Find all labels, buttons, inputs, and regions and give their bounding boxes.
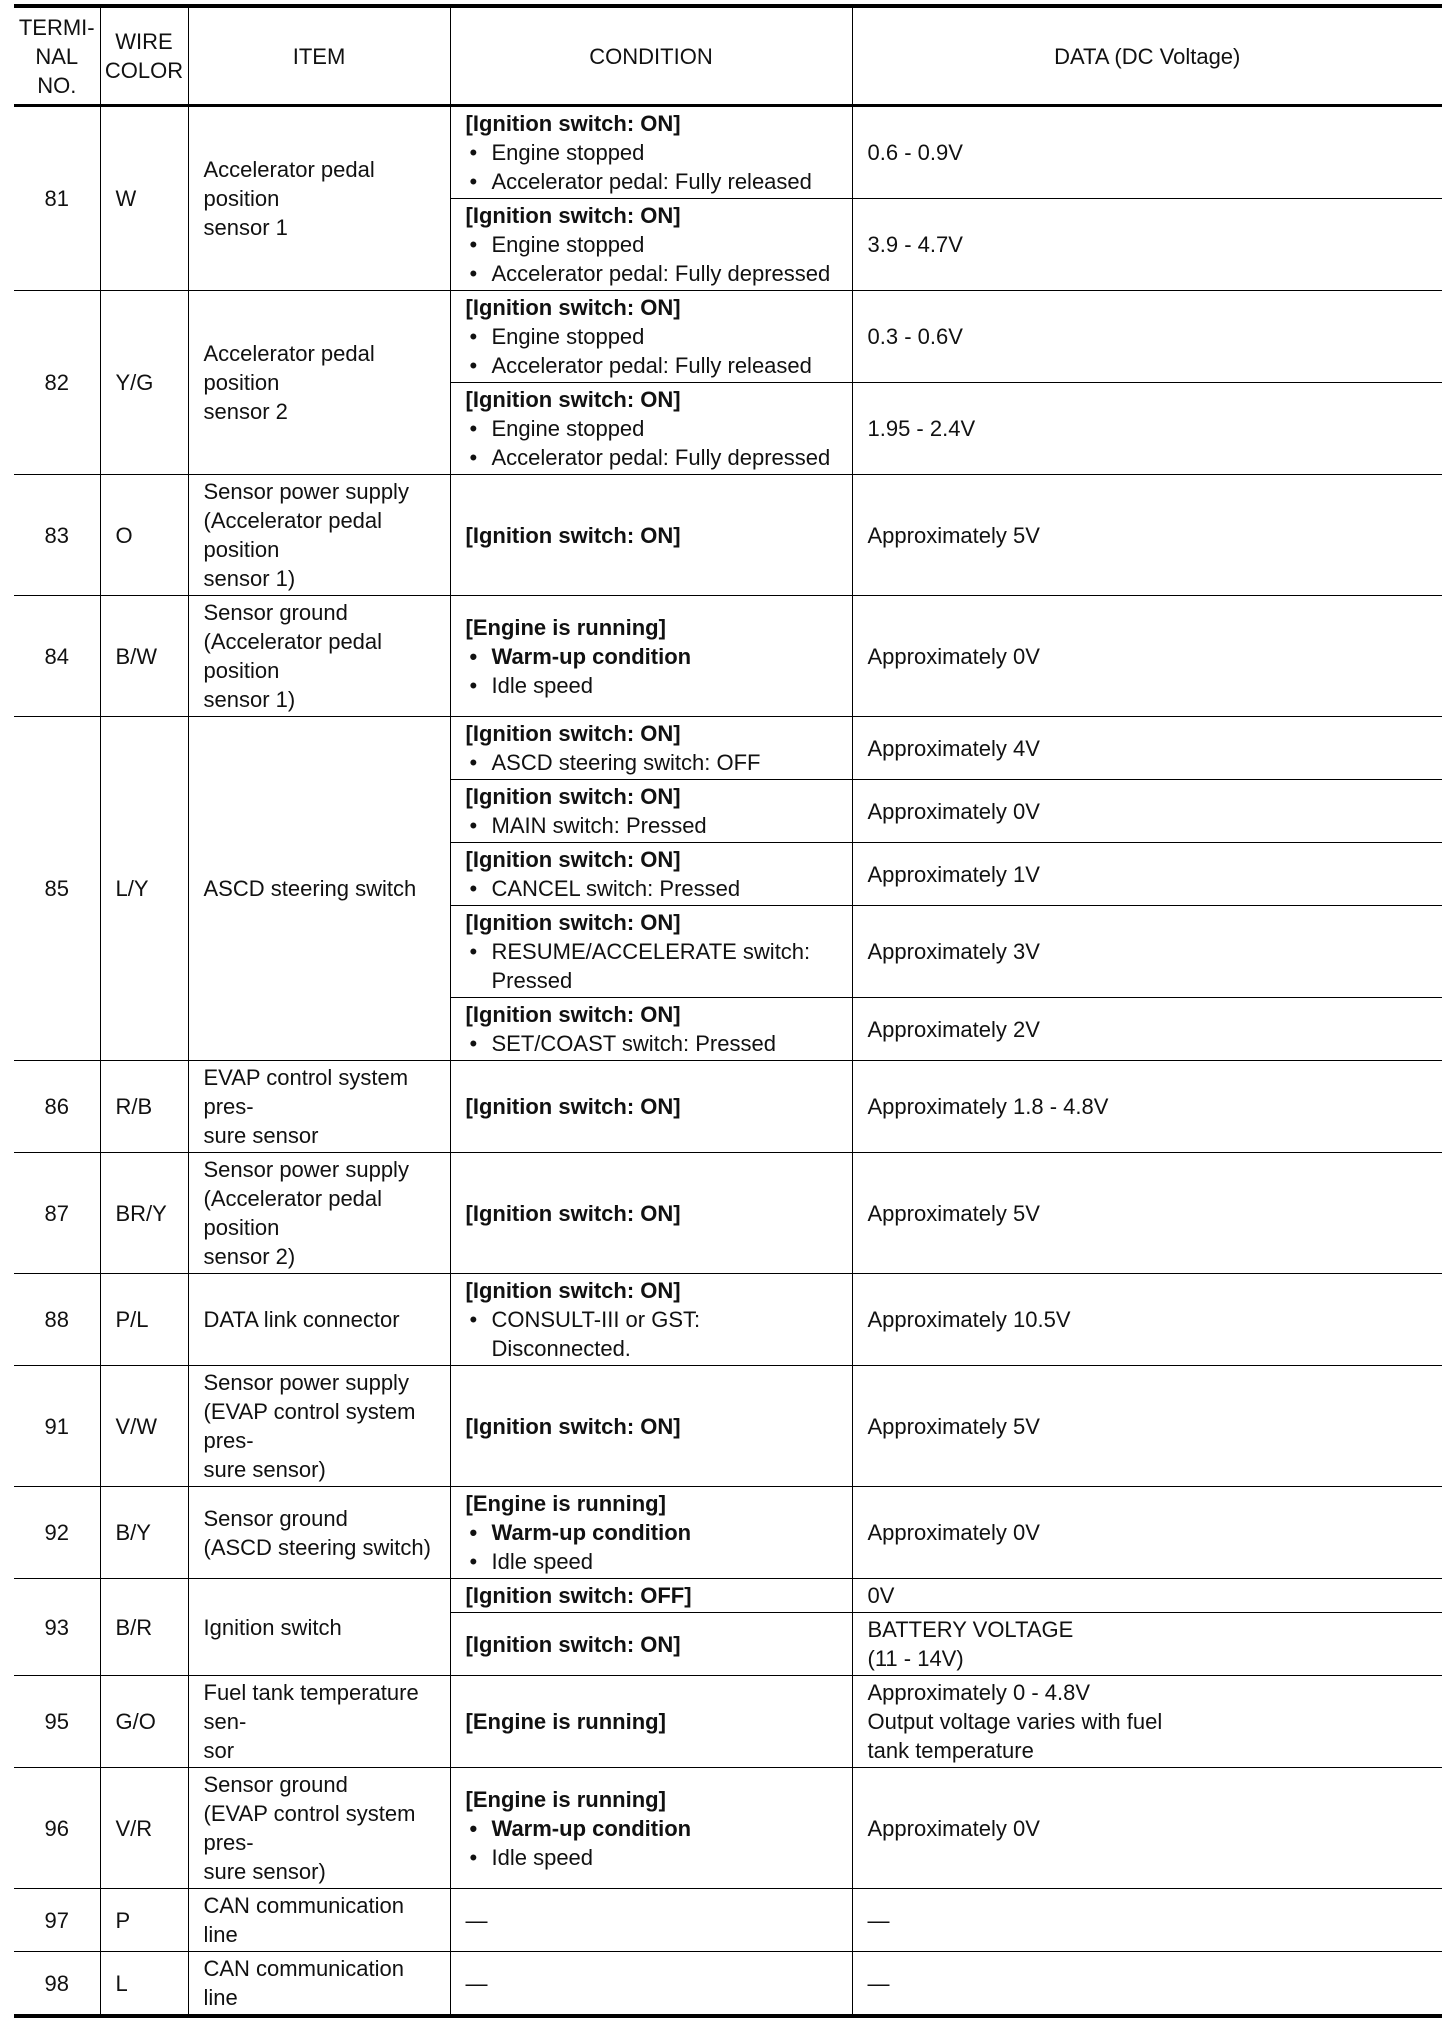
condition-bullet: • Idle speed	[466, 671, 837, 700]
terminal-cell-line: 84	[44, 643, 69, 669]
data-value-line: Approximately 0 - 4.8V	[867, 1680, 1091, 1705]
data-value-cell	[852, 475, 1442, 596]
header-condition	[450, 6, 852, 106]
table-body	[14, 106, 1442, 2017]
wire-color-cell	[100, 1153, 188, 1274]
condition-title: [Ignition switch: ON]	[465, 721, 681, 746]
data-value-cell	[852, 1274, 1442, 1366]
data-value-cell	[852, 1676, 1442, 1768]
item-cell	[188, 1366, 450, 1487]
wire-color-cell	[100, 291, 188, 475]
condition-title: [Ignition switch: OFF]	[465, 1583, 692, 1608]
condition-cell	[450, 1487, 852, 1579]
item-cell-line: sensor 1)	[203, 566, 296, 591]
condition-title: [Ignition switch: ON]	[465, 387, 681, 412]
condition-cell	[450, 1768, 852, 1889]
wire-color-cell	[100, 596, 188, 717]
wire-color-cell-line: B/W	[115, 643, 158, 669]
item-cell	[188, 1952, 450, 2017]
item-cell-line: Fuel tank temperature sen-	[203, 1680, 419, 1734]
wire-color-cell-line: L	[115, 1970, 128, 1996]
table-row	[14, 1768, 1442, 1889]
terminal-cell	[14, 1889, 100, 1952]
condition-bullet: • Warm-up condition	[466, 1814, 837, 1843]
item-cell-line: EVAP control system pres-	[203, 1065, 409, 1119]
data-value-cell	[852, 106, 1442, 199]
data-value-line: Approximately 0V	[867, 1520, 1040, 1545]
item-cell-line: (Accelerator pedal position	[203, 1186, 383, 1240]
header-row	[14, 6, 1442, 106]
header-item-line: ITEM	[292, 43, 346, 69]
header-item	[188, 6, 450, 106]
data-value-cell	[852, 1889, 1442, 1952]
wire-color-cell-line: W	[115, 186, 137, 211]
data-value-line: 0.6 - 0.9V	[867, 140, 963, 165]
terminal-cell	[14, 1579, 100, 1676]
data-value-line: —	[867, 1970, 890, 1996]
condition-bullet: • CONSULT-III or GST: Disconnected.	[466, 1305, 837, 1363]
condition-bullet: • Idle speed	[466, 1547, 837, 1576]
data-value-line: Approximately 1.8 - 4.8V	[867, 1094, 1109, 1119]
condition-title: [Ignition switch: ON]	[465, 203, 681, 228]
item-cell-line: sor	[203, 1738, 235, 1763]
condition-cell	[450, 596, 852, 717]
terminal-cell	[14, 596, 100, 717]
terminal-cell	[14, 1061, 100, 1153]
condition-title: [Ignition switch: ON]	[465, 1278, 681, 1303]
table-row	[14, 1487, 1442, 1579]
data-value-cell	[852, 1153, 1442, 1274]
wire-color-cell	[100, 1768, 188, 1889]
condition-bullet: • Idle speed	[466, 1843, 837, 1872]
table-row	[14, 1579, 1442, 1613]
terminal-cell-line: 91	[44, 1413, 69, 1439]
wire-color-cell-line: B/R	[115, 1614, 153, 1640]
condition-cell	[450, 906, 852, 998]
terminal-cell	[14, 291, 100, 475]
condition-cell	[450, 1579, 852, 1613]
terminal-cell	[14, 475, 100, 596]
condition-cell	[450, 1889, 852, 1952]
data-value-cell	[852, 596, 1442, 717]
item-cell-line: Ignition switch	[203, 1614, 342, 1640]
wire-color-cell-line: P	[115, 1907, 131, 1933]
condition-cell	[450, 1274, 852, 1366]
item-cell-line: sure sensor)	[203, 1859, 326, 1884]
condition-text: —	[465, 1907, 488, 1933]
item-cell-line: Sensor power supply	[203, 1370, 409, 1395]
item-cell	[188, 106, 450, 291]
item-cell	[188, 1889, 450, 1952]
condition-title: [Ignition switch: ON]	[465, 1094, 681, 1119]
condition-title: [Ignition switch: ON]	[465, 1002, 681, 1027]
header-wire-line: WIRE	[115, 29, 173, 54]
condition-bullet: • Warm-up condition	[466, 1518, 837, 1547]
condition-cell	[450, 998, 852, 1061]
terminal-cell-line: 93	[44, 1614, 69, 1640]
item-cell-line: sensor 1)	[203, 687, 296, 712]
condition-text: —	[465, 1970, 488, 1996]
condition-cell	[450, 475, 852, 596]
item-cell-line: sure sensor	[203, 1123, 319, 1148]
wire-color-cell	[100, 1487, 188, 1579]
data-value-line: Approximately 10.5V	[867, 1307, 1071, 1332]
terminal-cell-line: 86	[44, 1094, 69, 1119]
data-value-line: —	[867, 1907, 890, 1933]
table-row	[14, 1952, 1442, 2017]
item-cell-line: ASCD steering switch	[203, 876, 417, 901]
condition-title: [Ignition switch: ON]	[465, 847, 681, 872]
condition-title: [Ignition switch: ON]	[465, 111, 681, 136]
header-wire-color	[100, 6, 188, 106]
wire-color-cell	[100, 717, 188, 1061]
data-value-line: 1.95 - 2.4V	[867, 416, 976, 441]
item-cell	[188, 291, 450, 475]
condition-title: [Ignition switch: ON]	[465, 295, 681, 320]
terminal-cell-line: 96	[44, 1815, 69, 1841]
terminal-cell	[14, 1676, 100, 1768]
data-value-cell	[852, 998, 1442, 1061]
condition-cell	[450, 717, 852, 780]
item-cell-line: Sensor ground	[203, 600, 348, 625]
header-terminal-line: TERMI-	[18, 14, 95, 40]
wire-color-cell	[100, 1952, 188, 2017]
wire-color-cell	[100, 475, 188, 596]
data-value-cell	[852, 843, 1442, 906]
data-value-cell	[852, 199, 1442, 291]
table-row	[14, 1061, 1442, 1153]
terminal-cell-line: 82	[44, 370, 69, 395]
condition-cell	[450, 291, 852, 383]
data-value-cell	[852, 1613, 1442, 1676]
data-value-cell	[852, 906, 1442, 998]
condition-cell	[450, 1061, 852, 1153]
header-terminal-line: NO.	[37, 72, 77, 98]
ecm-terminal-table	[14, 4, 1442, 2018]
wire-color-cell-line: B/Y	[115, 1520, 151, 1545]
terminal-cell	[14, 1952, 100, 2017]
item-cell	[188, 1061, 450, 1153]
terminal-cell	[14, 106, 100, 291]
condition-bullet: • Engine stopped	[466, 322, 837, 351]
header-condition-line: CONDITION	[589, 43, 713, 69]
condition-title: [Engine is running]	[465, 1491, 666, 1516]
condition-title: [Engine is running]	[465, 1709, 666, 1734]
condition-title: [Engine is running]	[465, 1786, 666, 1812]
wire-color-cell-line: Y/G	[115, 370, 154, 395]
condition-bullet: • ASCD steering switch: OFF	[466, 748, 837, 777]
wire-color-cell-line: L/Y	[115, 876, 149, 901]
data-value-line: Output voltage varies with fuel	[867, 1709, 1163, 1734]
wire-color-cell	[100, 1676, 188, 1768]
wire-color-cell-line: G/O	[115, 1709, 156, 1734]
item-cell-line: sensor 2	[203, 399, 288, 424]
data-value-line: Approximately 5V	[867, 1413, 1040, 1439]
terminal-cell-line: 88	[44, 1307, 69, 1332]
data-value-line: Approximately 0V	[867, 1815, 1040, 1841]
data-value-line: Approximately 1V	[867, 861, 1040, 887]
data-value-cell	[852, 1579, 1442, 1613]
wire-color-cell-line: R/B	[115, 1094, 153, 1119]
item-cell-line: sensor 2)	[203, 1244, 296, 1269]
item-cell-line: Sensor power supply	[203, 1157, 409, 1182]
terminal-cell	[14, 717, 100, 1061]
condition-bullet: • Accelerator pedal: Fully released	[466, 351, 837, 380]
item-cell-line: Sensor power supply	[203, 479, 409, 504]
item-cell-line: (EVAP control system pres-	[203, 1801, 416, 1855]
item-cell-line: sensor 1	[203, 215, 288, 240]
data-value-line: 3.9 - 4.7V	[867, 232, 963, 257]
table-row	[14, 717, 1442, 780]
item-cell-line: DATA link connector	[203, 1307, 400, 1332]
item-cell-line: Accelerator pedal position	[203, 157, 375, 211]
condition-cell	[450, 1613, 852, 1676]
item-cell-line: (Accelerator pedal position	[203, 508, 383, 562]
condition-cell	[450, 843, 852, 906]
item-cell	[188, 475, 450, 596]
data-value-line: (11 - 14V)	[867, 1646, 964, 1671]
terminal-cell	[14, 1768, 100, 1889]
terminal-cell-line: 83	[44, 522, 69, 548]
condition-bullet: • Accelerator pedal: Fully depressed	[466, 259, 837, 288]
wire-color-cell-line: V/W	[115, 1413, 158, 1439]
condition-cell	[450, 1676, 852, 1768]
item-cell-line: sure sensor)	[203, 1457, 326, 1482]
condition-bullet: • Engine stopped	[466, 230, 837, 259]
condition-cell	[450, 106, 852, 199]
wire-color-cell	[100, 1061, 188, 1153]
table-row	[14, 1153, 1442, 1274]
terminal-cell	[14, 1366, 100, 1487]
table-row	[14, 1366, 1442, 1487]
data-value-line: BATTERY VOLTAGE	[867, 1617, 1074, 1642]
table-row	[14, 475, 1442, 596]
condition-bullet: • RESUME/ACCELERATE switch: Pressed	[466, 937, 837, 995]
wire-color-cell-line: P/L	[115, 1307, 149, 1332]
terminal-cell-line: 95	[44, 1709, 69, 1734]
data-value-cell	[852, 1768, 1442, 1889]
condition-cell	[450, 1952, 852, 2017]
header-data	[852, 6, 1442, 106]
item-cell-line: Sensor ground	[203, 1772, 348, 1797]
data-value-line: Approximately 0V	[867, 643, 1040, 669]
data-value-cell	[852, 717, 1442, 780]
condition-title: [Ignition switch: ON]	[465, 910, 681, 935]
data-value-cell	[852, 383, 1442, 475]
terminal-cell-line: 87	[44, 1200, 69, 1226]
data-value-line: Approximately 5V	[867, 1200, 1040, 1226]
item-cell-line: (EVAP control system pres-	[203, 1399, 416, 1453]
terminal-cell-line: 97	[44, 1907, 69, 1933]
item-cell	[188, 596, 450, 717]
item-cell-line: (ASCD steering switch)	[203, 1534, 431, 1560]
data-value-cell	[852, 1487, 1442, 1579]
condition-cell	[450, 199, 852, 291]
header-data-line: DATA (DC Voltage)	[1054, 43, 1241, 69]
condition-bullet: • SET/COAST switch: Pressed	[466, 1029, 837, 1058]
condition-cell	[450, 780, 852, 843]
condition-title: [Ignition switch: ON]	[465, 1413, 681, 1439]
wire-color-cell-line: V/R	[115, 1815, 153, 1841]
wire-color-cell	[100, 1579, 188, 1676]
data-value-line: Approximately 4V	[867, 735, 1040, 761]
wire-color-cell	[100, 1274, 188, 1366]
header-wire-line: COLOR	[104, 58, 184, 83]
data-value-line: 0V	[867, 1583, 895, 1608]
item-cell	[188, 717, 450, 1061]
data-value-line: Approximately 3V	[867, 939, 1040, 964]
wire-color-cell-line: BR/Y	[115, 1200, 167, 1226]
condition-bullet: • Accelerator pedal: Fully depressed	[466, 443, 837, 472]
header-terminal	[14, 6, 100, 106]
condition-title: [Ignition switch: ON]	[465, 522, 681, 548]
condition-title: [Ignition switch: ON]	[465, 1200, 681, 1226]
terminal-cell-line: 81	[44, 186, 69, 211]
data-value-cell	[852, 291, 1442, 383]
item-cell	[188, 1487, 450, 1579]
data-value-line: tank temperature	[867, 1738, 1034, 1763]
table-row	[14, 596, 1442, 717]
condition-bullet: • Engine stopped	[466, 138, 837, 167]
data-value-line: 0.3 - 0.6V	[867, 324, 963, 349]
condition-bullet: • Engine stopped	[466, 414, 837, 443]
item-cell-line: (Accelerator pedal position	[203, 629, 383, 683]
table-row	[14, 1676, 1442, 1768]
wire-color-cell	[100, 1366, 188, 1487]
item-cell-line: Accelerator pedal position	[203, 341, 375, 395]
condition-bullet: • Accelerator pedal: Fully released	[466, 167, 837, 196]
item-cell	[188, 1579, 450, 1676]
terminal-cell	[14, 1274, 100, 1366]
item-cell	[188, 1274, 450, 1366]
item-cell	[188, 1768, 450, 1889]
condition-bullet: • Warm-up condition	[466, 642, 837, 671]
terminal-cell	[14, 1487, 100, 1579]
item-cell-line: CAN communication line	[203, 1956, 405, 2010]
data-value-line: Approximately 2V	[867, 1016, 1040, 1042]
data-value-line: Approximately 5V	[867, 522, 1040, 548]
data-value-line: Approximately 0V	[867, 798, 1040, 824]
condition-cell	[450, 383, 852, 475]
condition-cell	[450, 1153, 852, 1274]
wire-color-cell-line: O	[115, 522, 133, 548]
item-cell-line: Sensor ground	[203, 1505, 348, 1531]
data-value-cell	[852, 780, 1442, 843]
terminal-cell	[14, 1153, 100, 1274]
condition-title: [Engine is running]	[465, 614, 666, 640]
condition-title: [Ignition switch: ON]	[465, 784, 681, 809]
condition-bullet: • CANCEL switch: Pressed	[466, 874, 837, 903]
data-value-cell	[852, 1061, 1442, 1153]
table-row	[14, 1274, 1442, 1366]
terminal-cell-line: 98	[44, 1970, 69, 1996]
terminal-cell-line: 85	[44, 876, 69, 901]
table-row	[14, 1889, 1442, 1952]
table-row	[14, 291, 1442, 383]
condition-cell	[450, 1366, 852, 1487]
item-cell	[188, 1153, 450, 1274]
table-row	[14, 106, 1442, 199]
data-value-cell	[852, 1952, 1442, 2017]
data-value-cell	[852, 1366, 1442, 1487]
wire-color-cell	[100, 106, 188, 291]
header-terminal-line: NAL	[35, 43, 79, 69]
item-cell-line: CAN communication line	[203, 1893, 405, 1947]
item-cell	[188, 1676, 450, 1768]
terminal-cell-line: 92	[44, 1520, 69, 1545]
wire-color-cell	[100, 1889, 188, 1952]
condition-title: [Ignition switch: ON]	[465, 1631, 681, 1657]
condition-bullet: • MAIN switch: Pressed	[466, 811, 837, 840]
